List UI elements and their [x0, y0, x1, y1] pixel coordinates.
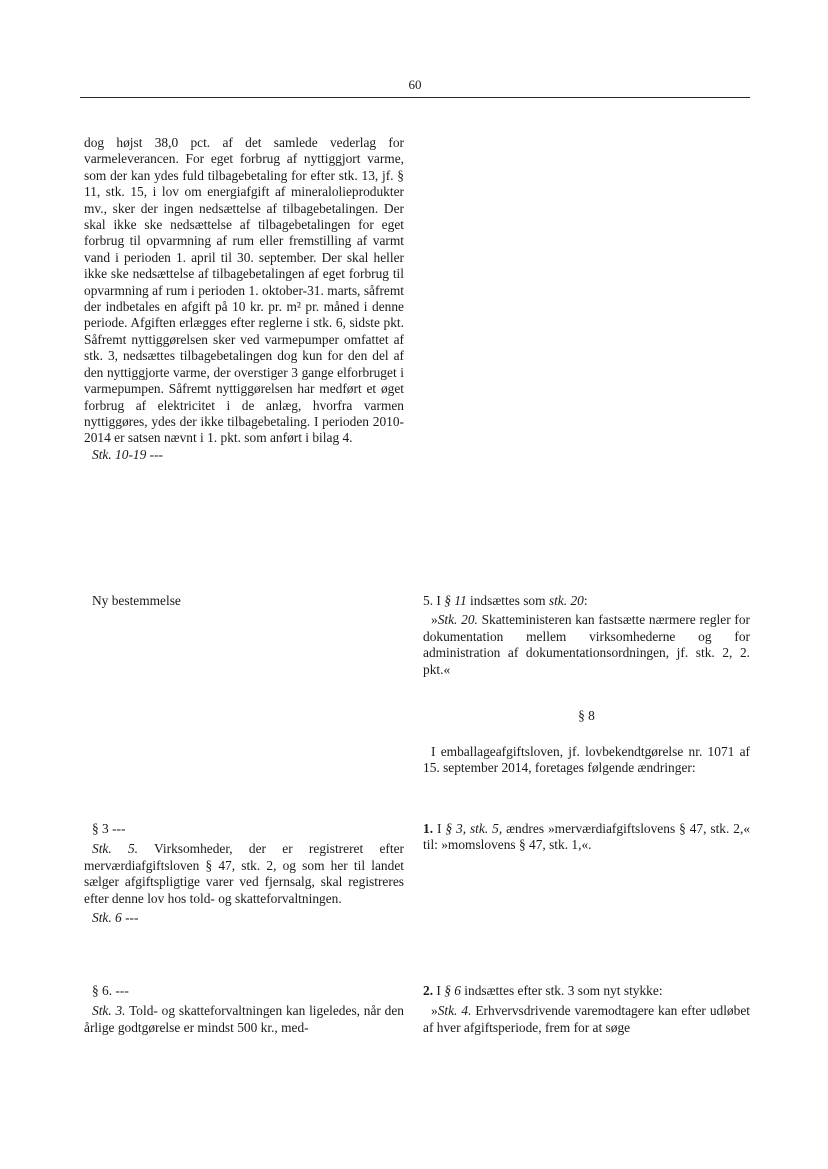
- section-8-heading-block: [423, 708, 750, 724]
- section-6-existing: [84, 983, 404, 1036]
- amendment-1-body: ændres »merværdiafgiftslovens § 47, stk. 2,« til: »momslovens § 47, stk. 1,«.: [423, 821, 751, 853]
- amendment-2-line: [423, 983, 750, 999]
- stk-20-text: Skatteministeren kan fastsætte nærmere regler for dokumentation mellem virksomhederne og for administration af dokumentationsordningen, jf. stk. 2, 2. pkt.«: [423, 612, 750, 677]
- amendment-2: [423, 983, 750, 1036]
- stk-6-line: [84, 910, 404, 926]
- amendment-1-text: [423, 821, 750, 854]
- section-8-intro-block: [423, 744, 750, 777]
- amendment-5-stk: stk. 20: [548, 593, 584, 608]
- stk-10-19-line: [84, 447, 404, 463]
- existing-law-paragraph: [84, 135, 404, 463]
- amendment-2-pre: I: [433, 983, 445, 998]
- stk-3-paragraph: [84, 1003, 404, 1036]
- page-number: 60: [408, 77, 422, 92]
- existing-law-text: dog højst 38,0 pct. af det samlede vederlag for varmeleverancen. For eget forbrug af nyttiggjort varme, som der kan ydes fuld tilbagebetaling for efter stk. 13, jf. § 11, stk. 15, i lov om energiafgift af mineralolieprodukter mv., sker der ingen nedsættelse af tilbagebetalingen. Der skal ikke ske nedsættelse af tilbagebetalingen for eget forbrug til opvarmning af rum eller fremstilling af varmt vand i perioden 1. april til 30. september. Der skal heller ikke ske nedsættelse af tilbagebetalingen af eget forbrug til opvarmning af rum i perioden 1. oktober-31. marts, såfremt der indbetales en afgift på 10 kr. pr. m² pr. måned i denne periode. Afgiften erlægges efter reglerne i stk. 6, sidste pkt. Såfremt nyttiggørelsen sker ved varmepumper omfattet af stk. 3, nedsættes tilbagebetalingen dog kun for den del af den nyttiggjorte varme, der overstiger 3 gange elforbruget i varmepumpen. Såfremt nyttiggørelsen har medført et øget forbrug af elektricitet i de anlæg, hvorfra varmen nyttiggøres, ydes der ikke tilbagebetaling. I perioden 2010-2014 er satsen nævnt i 1. pkt. som anført i bilag 4.: [84, 135, 404, 446]
- section-3-existing: [84, 821, 404, 926]
- stk-20-paragraph: [423, 612, 750, 678]
- amendment-5: [423, 593, 750, 678]
- stk-4-text: Erhvervsdrivende varemodtagere kan efter udløbet af hver afgiftsperiode, frem for at søge: [423, 1003, 750, 1035]
- amendment-1: [423, 821, 750, 854]
- section-3-heading: § 3 ---: [92, 821, 126, 836]
- amendment-1-ref: § 3, stk. 5,: [445, 821, 503, 836]
- amendment-2-body: indsættes efter stk. 3 som nyt stykke:: [460, 983, 663, 998]
- amendment-5-mid: indsættes som: [466, 593, 549, 608]
- stk-4-paragraph: [423, 1003, 750, 1036]
- stk-6-label: Stk. 6 ---: [92, 910, 139, 926]
- ny-bestemmelse-text: Ny bestemmelse: [92, 593, 181, 608]
- amendment-1-number: 1.: [423, 821, 434, 836]
- amendment-2-ref: § 6: [444, 983, 461, 998]
- section-8-heading: § 8: [578, 708, 595, 723]
- amendment-5-number: 5.: [423, 593, 434, 608]
- section-6-heading: § 6. ---: [92, 983, 129, 998]
- amendment-2-number: 2.: [423, 983, 434, 998]
- amendment-1-pre: I: [433, 821, 446, 836]
- amendment-5-end: :: [583, 593, 588, 608]
- ny-bestemmelse-label: [84, 593, 404, 609]
- header-rule: [80, 97, 750, 98]
- amendment-5-pre: I: [433, 593, 445, 608]
- stk-20-label: Stk. 20.: [437, 612, 478, 628]
- stk-5-text: Virksomheder, der er registreret efter merværdiafgiftsloven § 47, stk. 2, og som her til landet sælger afgiftspligtige varer ved fjernsalg, skal registreres efter denne lov hos told- og skatteforvaltningen.: [84, 841, 404, 906]
- stk-20-open: »: [431, 612, 438, 628]
- stk-5-label: Stk. 5.: [92, 841, 139, 857]
- stk-3-label: Stk. 3.: [92, 1003, 126, 1019]
- stk-5-paragraph: [84, 841, 404, 907]
- section-8-intro: I emballageafgiftsloven, jf. lovbekendtgørelse nr. 1071 af 15. september 2014, foretages følgende ændringer:: [423, 744, 750, 776]
- amendment-5-ref: § 11: [444, 593, 467, 608]
- amendment-5-line: [423, 593, 750, 609]
- stk-3-text: Told- og skatteforvaltningen kan ligeledes, når den årlige godtgørelse er mindst 500 kr., med-: [84, 1003, 404, 1035]
- stk-10-19-label: Stk. 10-19 ---: [92, 446, 164, 462]
- stk-4-label: Stk. 4.: [437, 1003, 472, 1019]
- stk-4-open: »: [431, 1003, 438, 1019]
